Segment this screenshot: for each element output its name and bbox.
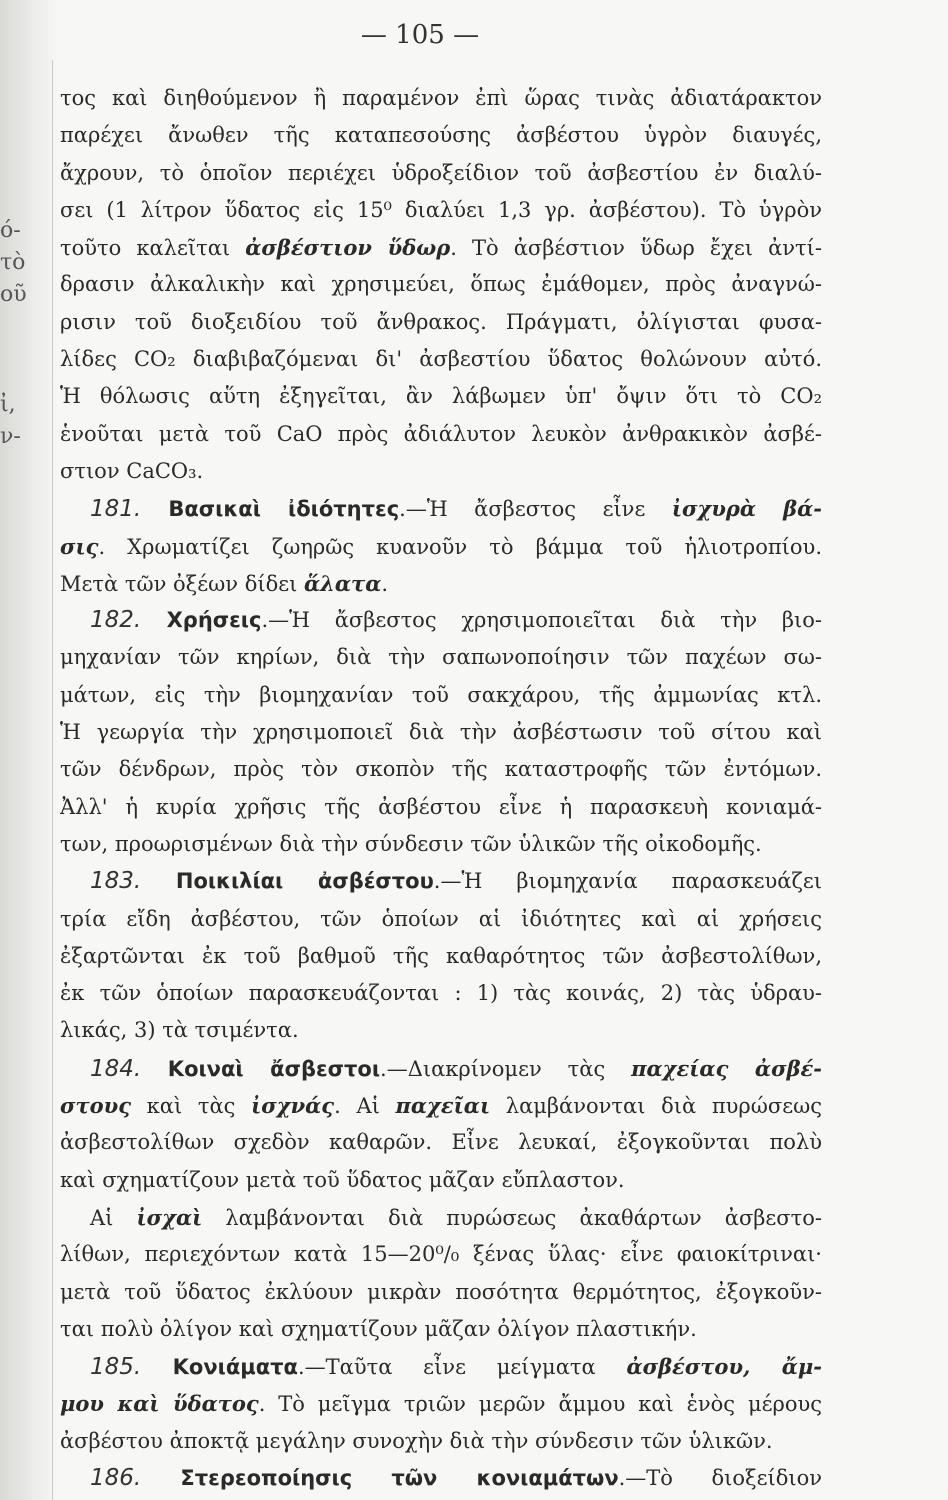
section-number: 184. (90, 1055, 168, 1082)
emphasized-term: σις (60, 533, 99, 559)
text-run: .—Τὸ διοξείδιον (618, 1465, 822, 1490)
emphasized-term: ἰσχαὶ (136, 1204, 203, 1230)
text-run: μάτων, εἰς τὴν βιομηχανίαν τοῦ σακχάρου, τῆς ἀμμωνίας κτλ. (60, 682, 822, 707)
page-number: — 105 — (360, 20, 480, 50)
section-heading: Χρήσεις (166, 608, 262, 633)
text-run: . Αἱ (334, 1094, 396, 1119)
text-line (60, 826, 822, 863)
text-line (60, 1274, 822, 1311)
text-run: . Τὸ ἀσβέστιον ὕδωρ ἔχει ἀντί- (450, 236, 822, 261)
text-line (60, 1236, 822, 1273)
emphasized-term: ἀσβέστιον ὕδωρ (245, 235, 451, 261)
section-number: 182. (90, 607, 167, 634)
text-run: ἑνοῦται μετὰ τοῦ CaO πρὸς ἀδιάλυτον λευκὸν ἀνθρακικὸν ἀσβέ- (60, 421, 822, 446)
text-line (60, 1199, 822, 1236)
text-run: . (381, 571, 389, 596)
text-run: Ἡ γεωργία τὴν χρησιμοποιεῖ διὰ τὴν ἀσβέστωσιν τοῦ σίτου καὶ (60, 720, 822, 745)
text-run: ἐκ τῶν ὁποίων παρασκευάζονται : 1) τὰς κοινάς, 2) τὰς ὑδραυ- (60, 981, 822, 1006)
section-number: 183. (90, 868, 176, 895)
text-run: .—Ἡ ἄσβεστος χρησιμοποιεῖται διὰ τὴν βιο- (261, 608, 822, 633)
text-line (60, 490, 822, 527)
text-line (60, 789, 822, 826)
text-run: καὶ σχηματίζουν μετὰ τοῦ ὕδατος μᾶζαν εὔπλαστον. (60, 1167, 625, 1192)
section-number: 186. (90, 1464, 181, 1491)
edge-fragment: ό- (0, 218, 21, 243)
text-run: Αἱ (90, 1205, 137, 1230)
text-line (60, 1162, 822, 1199)
emphasized-term: ἰσχυρὰ βά- (671, 496, 822, 522)
text-line (60, 80, 822, 117)
text-run: τρία εἴδη ἀσβέστου, τῶν ὁποίων αἱ ἰδιότητες καὶ αἱ χρήσεις (60, 906, 822, 931)
page-text-body (60, 80, 822, 1497)
text-line (60, 304, 822, 341)
text-run: .—Ἡ ἄσβεστος εἶνε (399, 497, 672, 522)
text-line (60, 863, 822, 900)
text-run: .—Διακρίνομεν τὰς (380, 1056, 632, 1081)
text-line (60, 677, 822, 714)
text-run: σει (1 λίτρον ὕδατος εἰς 15⁰ διαλύει 1,3 γρ. ἀσβέστου). Τὸ ὑγρὸν (60, 197, 822, 222)
text-run: . Τὸ μεῖγμα τριῶν μερῶν ἄμμου καὶ ἑνὸς μέρους (258, 1392, 822, 1417)
text-run: ἐξαρτῶνται ἐκ τοῦ βαθμοῦ τῆς καθαρότητος τῶν ἀσβεστολίθων, (60, 943, 822, 968)
text-run: Μετὰ τῶν ὀξέων δίδει (60, 571, 305, 596)
binding-edge (52, 60, 53, 1500)
emphasized-term: ἅλατα (304, 570, 382, 596)
text-run: Ἡ θόλωσις αὕτη ἐξηγεῖται, ἂν λάβωμεν ὑπ' ὄψιν ὅτι τὸ CO₂ (60, 384, 822, 409)
text-line (60, 117, 822, 154)
text-line (60, 1012, 822, 1049)
emphasized-term: στους (60, 1093, 131, 1119)
text-run: δρασιν ἀλκαλικὴν καὶ χρησιμεύει, ὅπως ἐμάθομεν, πρὸς ἀναγνώ- (60, 272, 822, 297)
text-line (60, 378, 822, 415)
text-run: Ἀλλ' ἡ κυρία χρῆσις τῆς ἀσβέστου εἶνε ἡ παρασκευὴ κονιαμά- (60, 794, 822, 819)
text-line (60, 565, 822, 602)
text-run: τοῦτο καλεῖται (60, 236, 246, 261)
text-line (60, 751, 822, 788)
text-run: ρισιν τοῦ διοξειδίου τοῦ ἄνθρακος. Πράγματι, ὀλίγισται φυσα- (60, 309, 822, 334)
text-line (60, 416, 822, 453)
text-run: λαμβάνονται διὰ πυρώσεως (490, 1094, 822, 1119)
text-run: ται πολὺ ὀλίγον καὶ σχηματίζουν μᾶζαν ὀλίγον πλαστικήν. (60, 1316, 697, 1341)
text-line (60, 639, 822, 676)
emphasized-term: ἰσχνάς (251, 1093, 335, 1119)
section-heading: Βασικαὶ ἰδιότητες (168, 497, 400, 522)
text-run: ἀσβέστου ἀποκτᾷ μεγάλην συνοχὴν διὰ τὴν σύνδεσιν τῶν ὑλικῶν. (60, 1428, 773, 1453)
text-line (60, 1385, 822, 1422)
section-heading: Κοιναὶ ἄσβεστοι (167, 1056, 381, 1081)
section-heading: Κονιάματα (172, 1355, 298, 1380)
edge-fragment: ν- (0, 424, 21, 449)
edge-fragment: ἰ, (0, 392, 16, 417)
text-line (60, 1050, 822, 1087)
text-line (60, 938, 822, 975)
text-line (60, 192, 822, 229)
text-run: λίθων, περιεχόντων κατὰ 15—20⁰/₀ ξένας ὕλας· εἶνε φαιοκίτριναι· (60, 1242, 822, 1267)
text-run: μηχανίαν τῶν κηρίων, διὰ τὴν σαπωνοποίησιν τῶν παχέων σω- (60, 645, 822, 670)
section-heading: Ποικιλίαι ἀσβέστου (175, 869, 434, 894)
text-line (60, 602, 822, 639)
section-number: 181. (90, 496, 169, 523)
text-run: .—Ἡ βιομηχανία παρασκευάζει (433, 869, 822, 894)
text-run: τος καὶ διηθούμενον ἢ παραμένον ἐπὶ ὥρας τινὰς ἀδιατάρακτον (60, 86, 822, 110)
emphasized-term: παχείας ἀσβέ- (631, 1055, 822, 1081)
text-run: ἄχρουν, τὸ ὁποῖον περιέχει ὑδροξείδιον τοῦ ἀσβεστίου ἐν διαλύ- (60, 160, 822, 185)
text-line (60, 229, 822, 266)
emphasized-term: μου καὶ ὕδατος (60, 1391, 259, 1417)
text-run: μετὰ τοῦ ὕδατος ἐκλύουν μικρὰν ποσότητα θερμότητος, ἐξογκοῦν- (60, 1279, 822, 1304)
text-line (60, 1460, 822, 1497)
text-run: .—Ταῦτα εἶνε μείγματα (297, 1355, 627, 1380)
edge-fragment: οῦ (0, 282, 27, 307)
text-run: λαμβάνονται διὰ πυρώσεως ἀκαθάρτων ἀσβεστο- (202, 1205, 822, 1230)
text-line (60, 1348, 822, 1385)
text-run: ἀσβεστολίθων σχεδὸν καθαρῶν. Εἶνε λευκαί, ἐξογκοῦνται πολὺ (60, 1130, 822, 1155)
text-line (60, 714, 822, 751)
section-number: 185. (90, 1354, 173, 1381)
text-line (60, 1311, 822, 1348)
text-run: των, προωρισμένων διὰ τὴν σύνδεσιν τῶν ὑλικῶν τῆς οἰκοδομῆς. (60, 831, 762, 856)
text-run: στιον CaCO₃. (60, 458, 204, 483)
emphasized-term: παχεῖαι (395, 1093, 491, 1119)
text-line (60, 901, 822, 938)
text-line (60, 528, 822, 565)
edge-fragment: τὸ (0, 250, 26, 275)
text-line (60, 1423, 822, 1460)
text-line (60, 1124, 822, 1161)
text-run: λικάς, 3) τὰ τσιμέντα. (60, 1018, 299, 1043)
text-line (60, 341, 822, 378)
text-line (60, 975, 822, 1012)
text-run: τῶν δένδρων, πρὸς τὸν σκοπὸν τῆς καταστροφῆς τῶν ἐντόμων. (60, 757, 822, 782)
text-run: λίδες CO₂ διαβιβαζόμεναι δι' ἀσβεστίου ὕδατος θολώνουν αὐτό. (60, 347, 822, 372)
text-line (60, 266, 822, 303)
text-line (60, 453, 822, 490)
text-run: παρέχει ἄνωθεν τῆς καταπεσούσης ἀσβέστου ὑγρὸν διαυγές, (60, 123, 822, 148)
text-line (60, 155, 822, 192)
emphasized-term: ἀσβέστου, ἄμ- (626, 1354, 822, 1380)
text-run: καὶ τὰς (130, 1094, 252, 1119)
text-line (60, 1087, 822, 1124)
section-heading: Στερεοποίησις τῶν κονιαμάτων (180, 1465, 619, 1490)
text-run: . Χρωματίζει ζωηρῶς κυανοῦν τὸ βάμμα τοῦ ἡλιοτροπίου. (98, 534, 822, 559)
